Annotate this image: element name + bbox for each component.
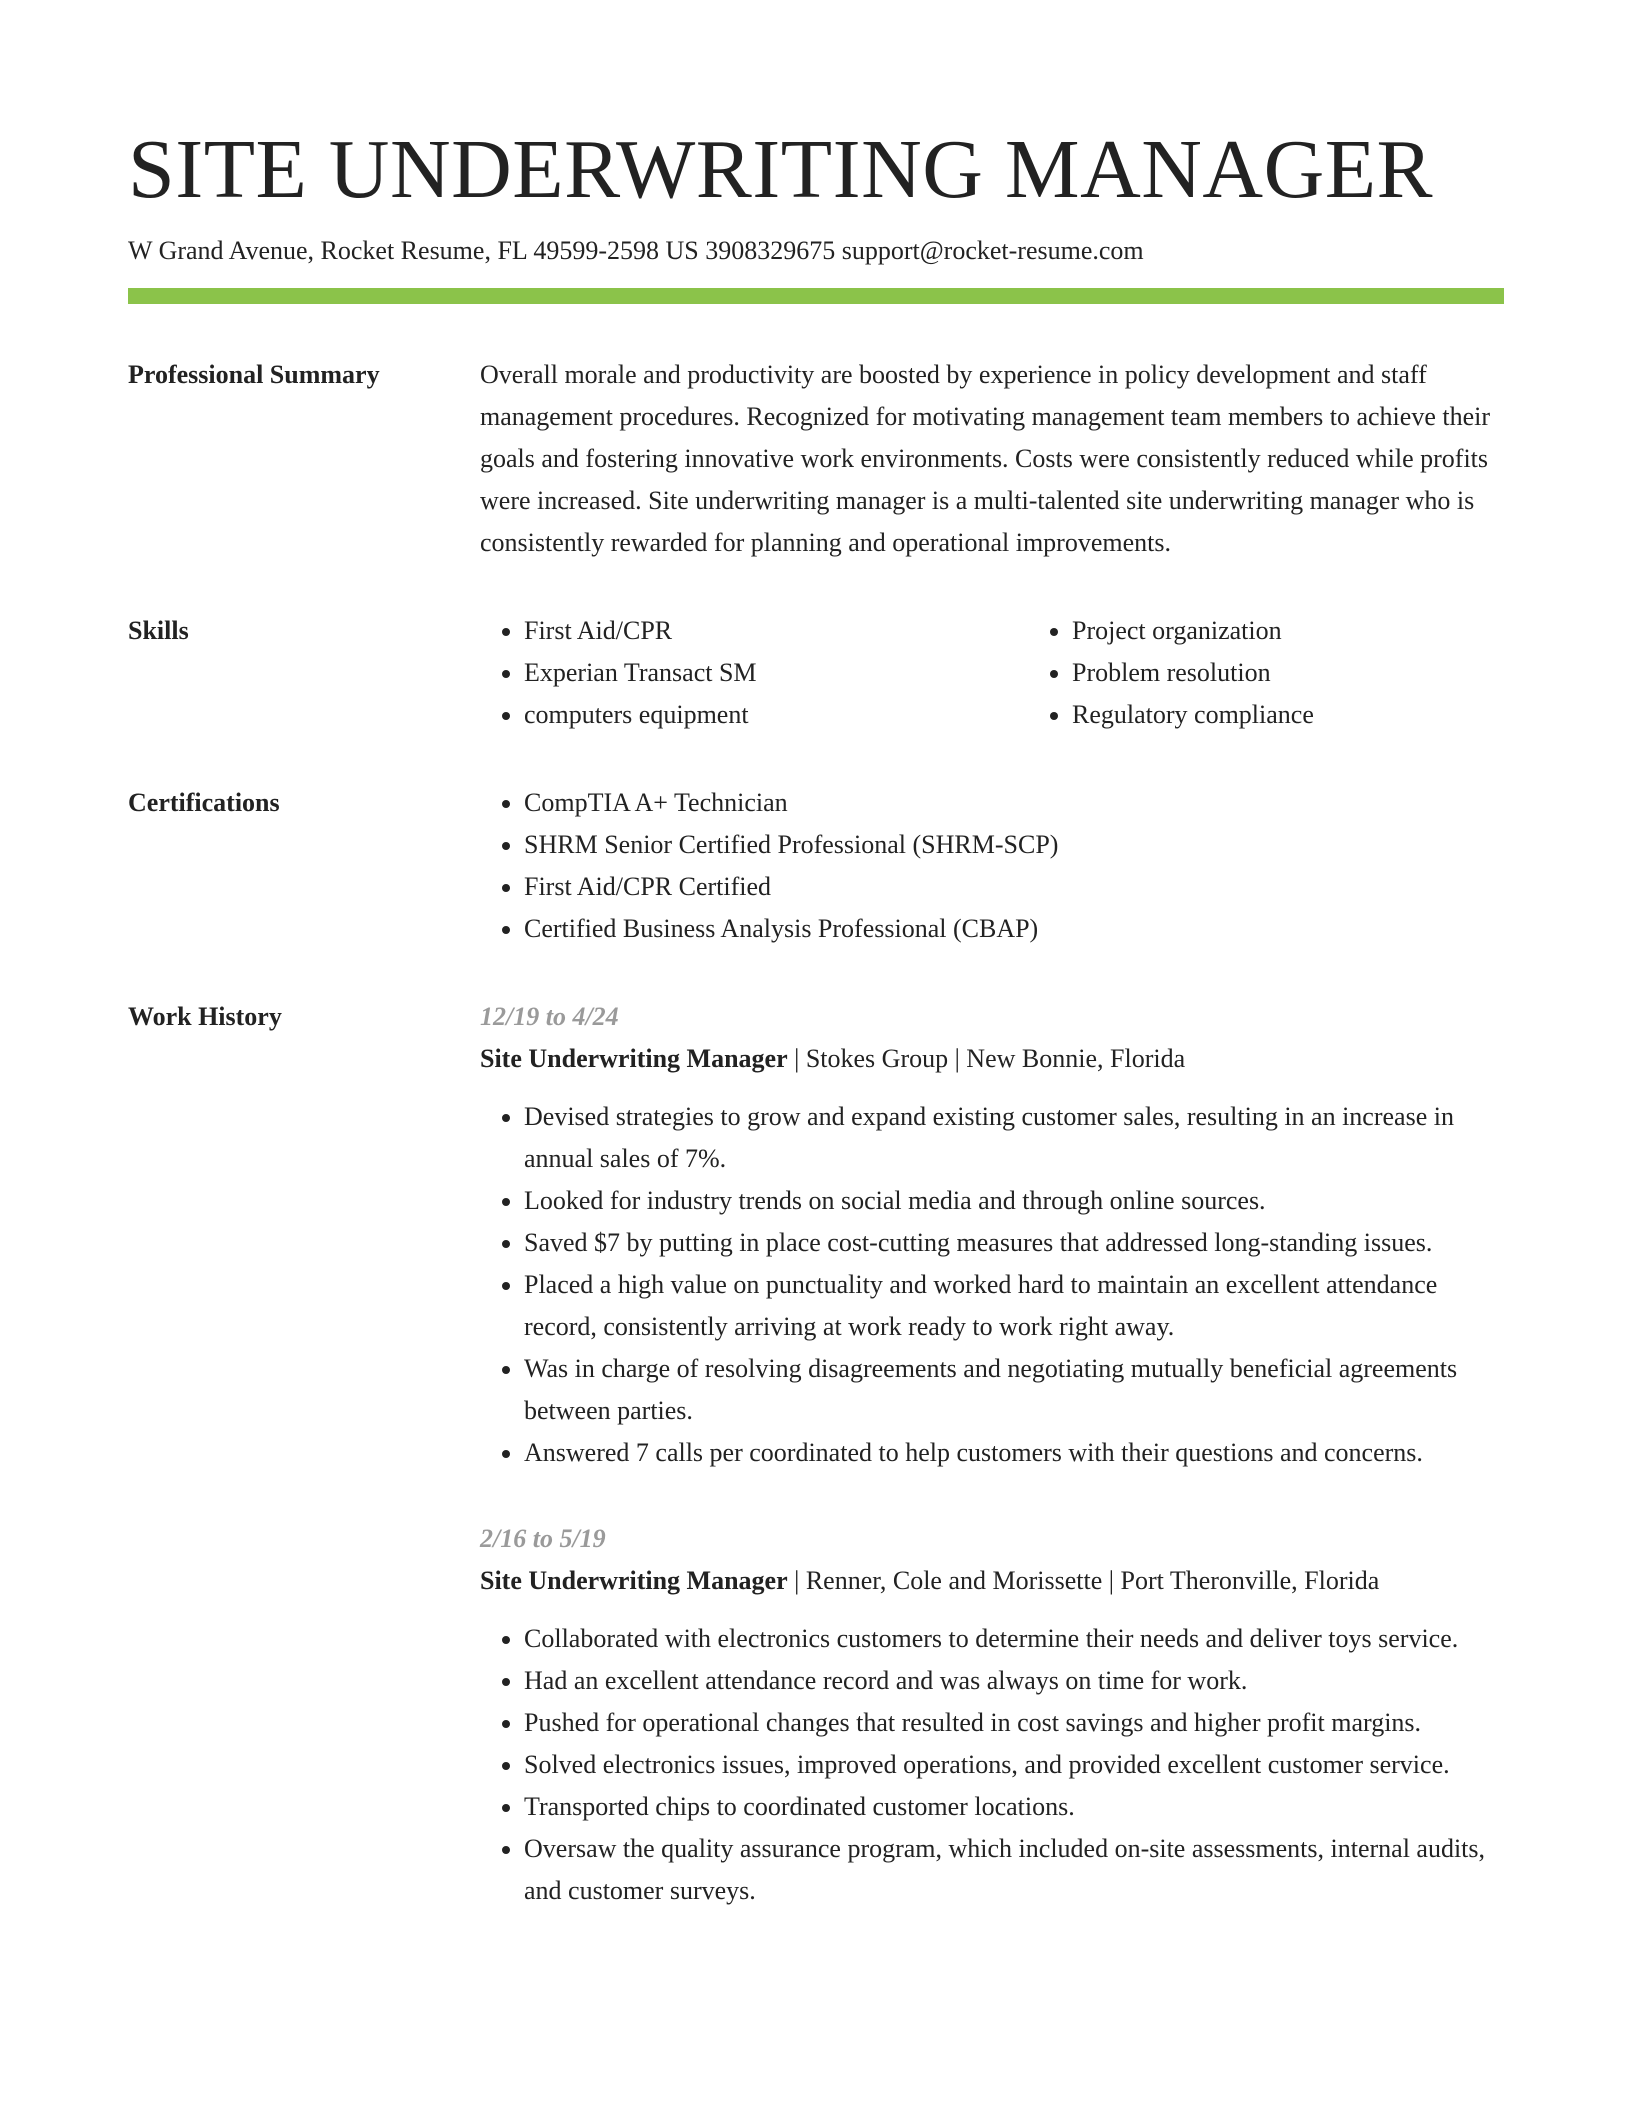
job-entry <box>480 1518 1504 1912</box>
resume-page <box>128 0 1504 1912</box>
job-bullet: • Pushed for operational changes that resulted in cost savings and higher profit margins. <box>524 1702 1504 1744</box>
job-bullet: • Collaborated with electronics customers to determine their needs and deliver toys service. <box>524 1618 1504 1660</box>
skills-section <box>128 610 1504 736</box>
work-history-section <box>128 996 1504 1912</box>
job-heading <box>480 1038 1504 1080</box>
summary-body <box>480 354 1504 564</box>
job-heading <box>480 1560 1504 1602</box>
skill-item: • Problem resolution <box>1072 652 1576 694</box>
job-company-location: | Renner, Cole and Morissette | Port Theronville, Florida <box>787 1566 1380 1595</box>
header-divider <box>128 288 1504 304</box>
skill-item: • Regulatory compliance <box>1072 694 1576 736</box>
skills-list-right <box>1028 610 1576 736</box>
certifications-label: Certifications <box>128 788 280 817</box>
job-title: Site Underwriting Manager <box>480 1044 788 1073</box>
skill-item: • Experian Transact SM <box>524 652 1028 694</box>
job-title: Site Underwriting Manager <box>480 1566 788 1595</box>
certification-item: • Certified Business Analysis Professional (CBAP) <box>524 908 1504 950</box>
contact-email: support@rocket-resume.com <box>841 236 1144 265</box>
certifications-list <box>480 782 1504 950</box>
job-company-location: | Stokes Group | New Bonnie, Florida <box>787 1044 1186 1073</box>
certification-item: • CompTIA A+ Technician <box>524 782 1504 824</box>
skills-list-left <box>480 610 1028 736</box>
summary-section <box>128 354 1504 564</box>
certifications-section <box>128 782 1504 950</box>
job-bullet: • Solved electronics issues, improved operations, and provided excellent customer service. <box>524 1744 1504 1786</box>
resume-name: SITE UNDERWRITING MANAGER <box>128 123 1434 216</box>
certification-item: • First Aid/CPR Certified <box>524 866 1504 908</box>
certification-item: • SHRM Senior Certified Professional (SHRM-SCP) <box>524 824 1504 866</box>
job-bullet: • Devised strategies to grow and expand existing customer sales, resulting in an increase in annual sales of 7%. <box>524 1096 1504 1180</box>
summary-label: Professional Summary <box>128 360 380 389</box>
job-bullets <box>480 1618 1504 1912</box>
summary-text: Overall morale and productivity are boosted by experience in policy development and staff management procedures. Recognized for motivating management team members to achieve their goals and fostering innovative work environments. Costs were consistently reduced while profits were increased. Site underwriting manager is a multi-talented site underwriting manager who is consistently rewarded for planning and operational improvements. <box>480 360 1491 557</box>
job-bullet: • Was in charge of resolving disagreements and negotiating mutually beneficial agreements between parties. <box>524 1348 1504 1432</box>
job-entry <box>480 996 1504 1474</box>
contact-address: W Grand Avenue, Rocket Resume, FL 49599-2598 US <box>128 236 699 265</box>
job-bullet: • Had an excellent attendance record and was always on time for work. <box>524 1660 1504 1702</box>
job-bullets <box>480 1096 1504 1474</box>
job-bullet: • Oversaw the quality assurance program, which included on-site assessments, internal audits, and customer surveys. <box>524 1828 1504 1912</box>
work-history-label: Work History <box>128 1002 282 1031</box>
job-dates: 12/19 to 4/24 <box>480 1002 619 1031</box>
skill-item: • First Aid/CPR <box>524 610 1028 652</box>
skills-body <box>480 610 1576 736</box>
job-bullet: • Looked for industry trends on social media and through online sources. <box>524 1180 1504 1222</box>
skills-label: Skills <box>128 616 189 645</box>
skills-grid <box>480 610 1576 736</box>
skill-item: • computers equipment <box>524 694 1028 736</box>
contact-phone: 3908329675 <box>705 236 836 265</box>
work-history-body <box>480 996 1504 1912</box>
job-bullet: • Transported chips to coordinated customer locations. <box>524 1786 1504 1828</box>
contact-line <box>128 234 1504 268</box>
job-bullet: • Placed a high value on punctuality and worked hard to maintain an excellent attendance record, consistently arriving at work ready to work right away. <box>524 1264 1504 1348</box>
job-bullet: • Saved $7 by putting in place cost-cutting measures that addressed long-standing issues. <box>524 1222 1504 1264</box>
job-dates: 2/16 to 5/19 <box>480 1524 606 1553</box>
skill-item: • Project organization <box>1072 610 1576 652</box>
certifications-body <box>480 782 1504 950</box>
job-bullet: • Answered 7 calls per coordinated to help customers with their questions and concerns. <box>524 1432 1504 1474</box>
